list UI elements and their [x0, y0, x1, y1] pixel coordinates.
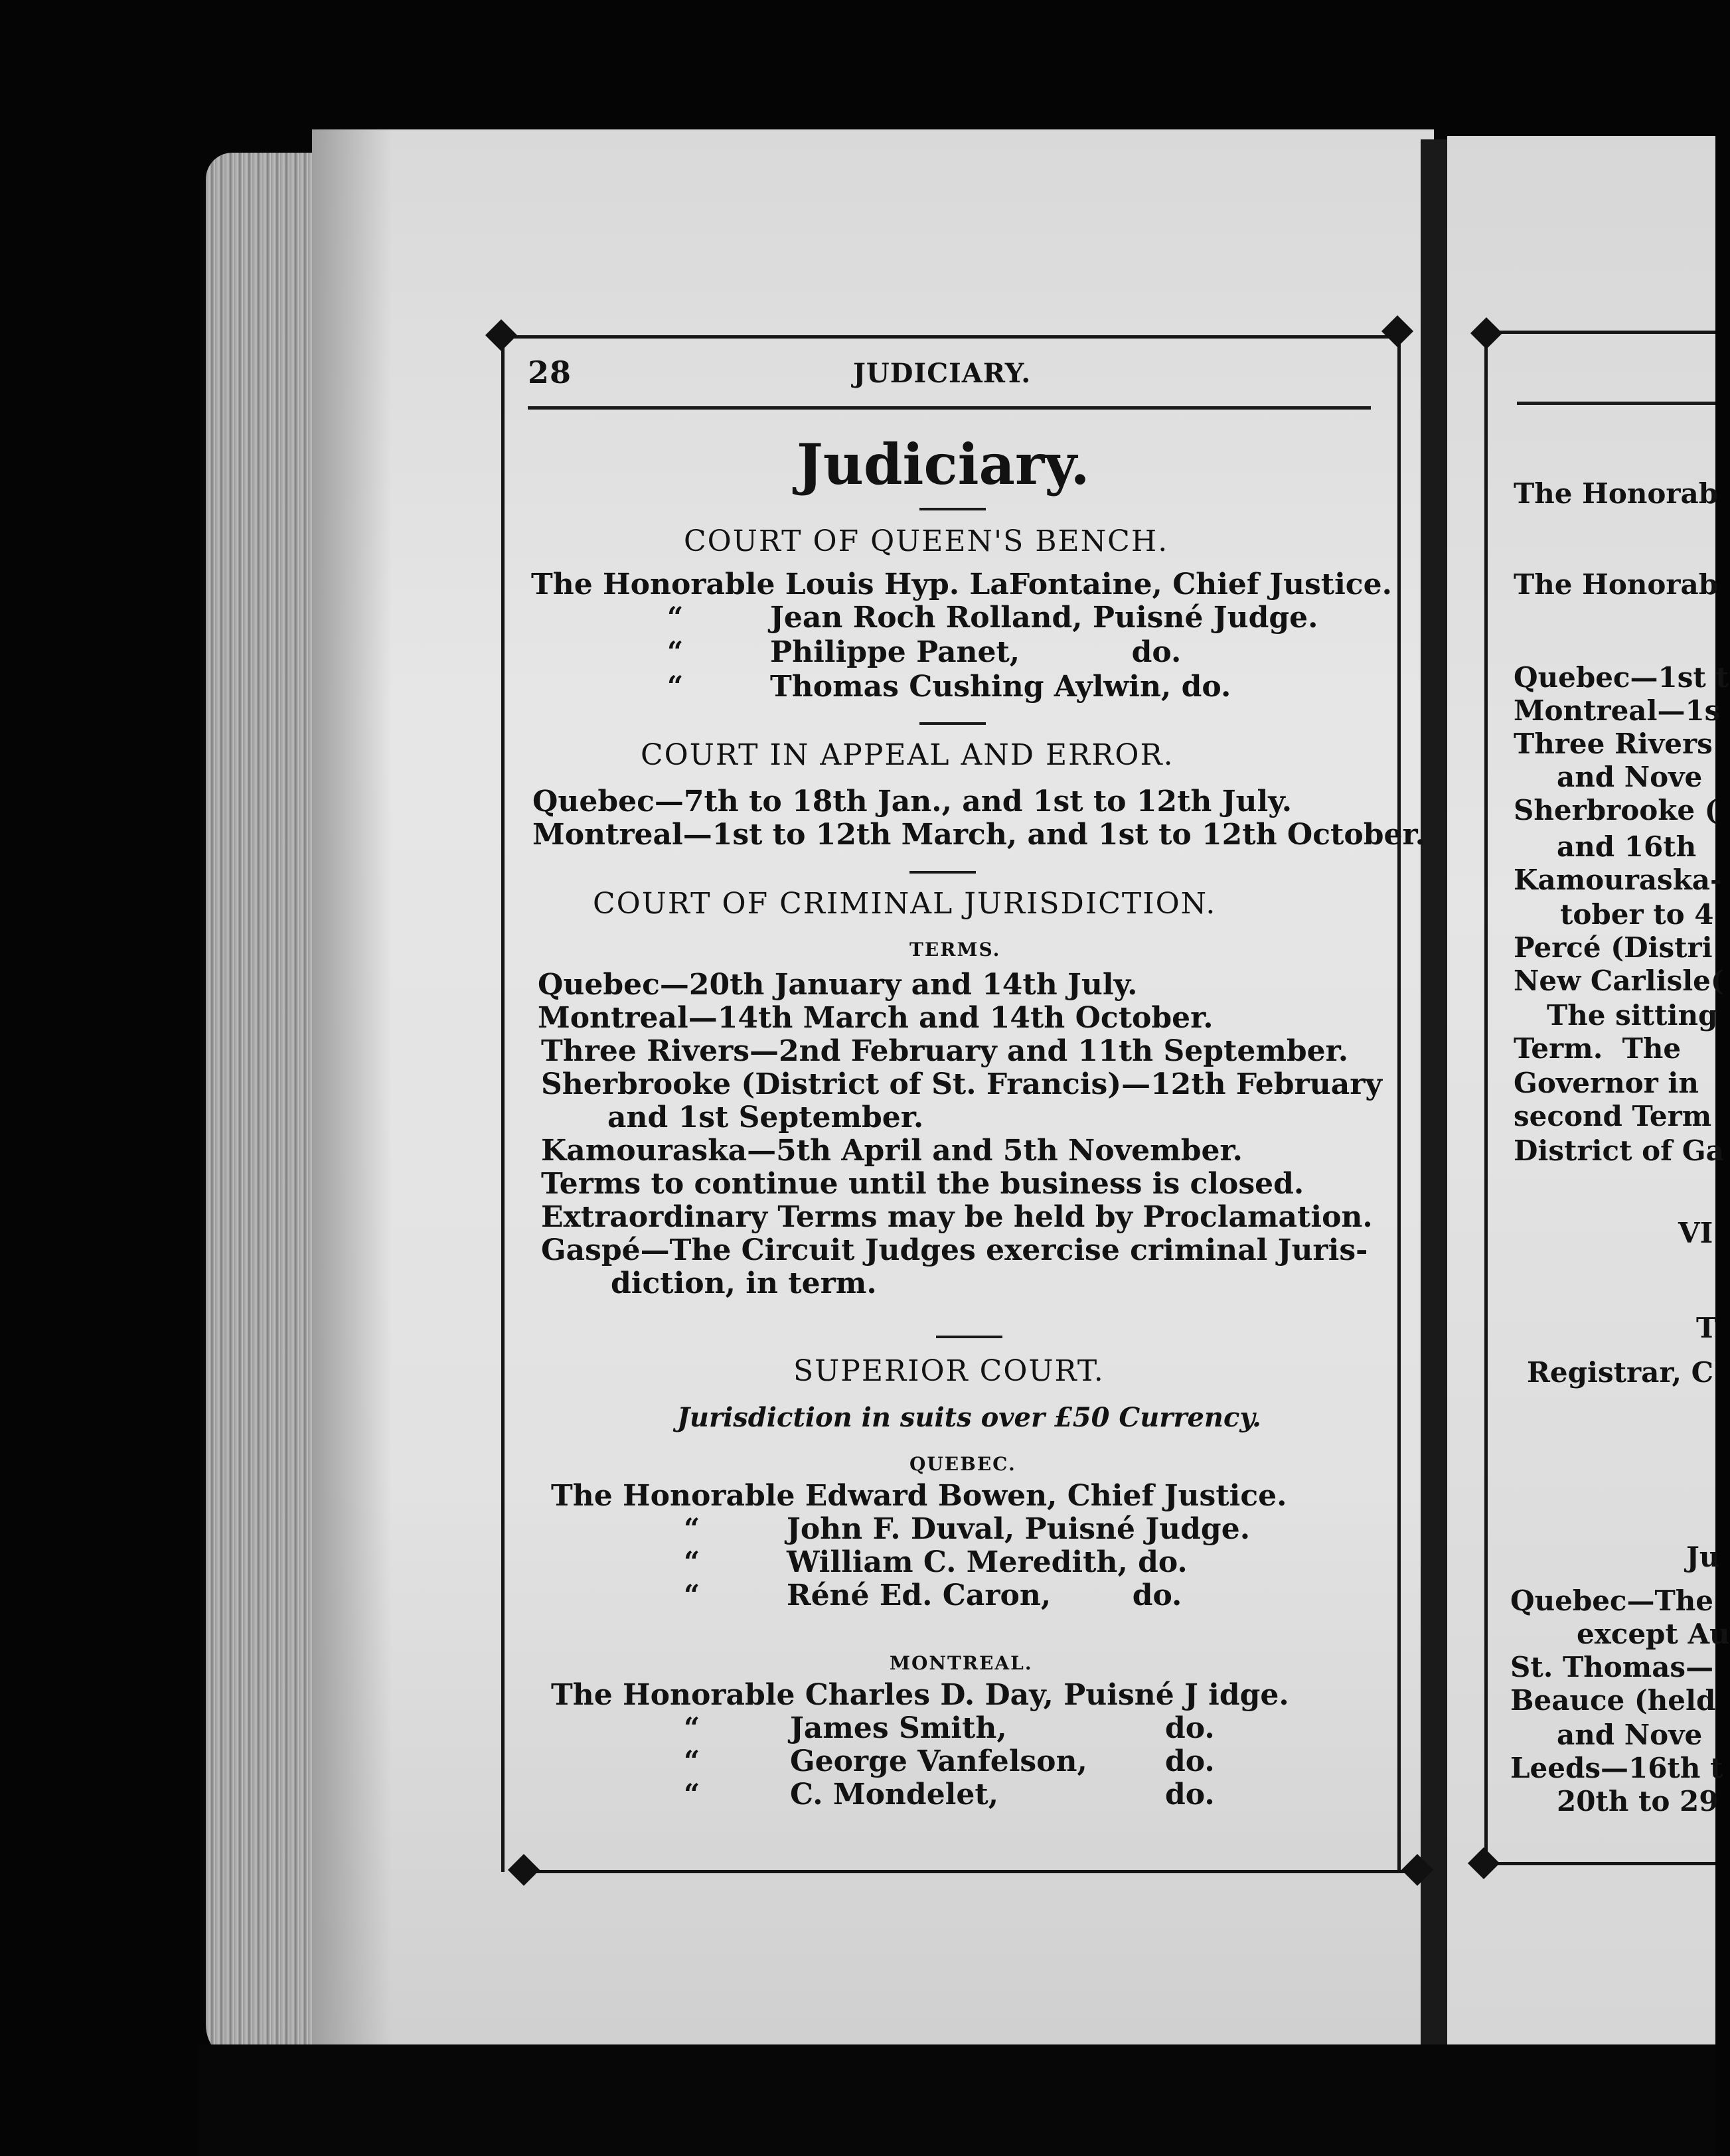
right-text-line: Three Rivers — [1514, 728, 1713, 760]
right-text-line: tober to 4 — [1560, 898, 1714, 931]
jurisdiction-note: Jurisdiction in suits over £50 Currency. — [677, 1402, 1261, 1433]
right-text-line: second Term — [1514, 1100, 1712, 1132]
right-text-line: New Carlisle( — [1514, 964, 1724, 997]
page-number: 28 — [528, 354, 572, 390]
text-line: Extraordinary Terms may be held by Proclamation. — [541, 1200, 1373, 1234]
right-text-line: and Nove — [1557, 761, 1703, 793]
section-heading-criminal: COURT OF CRIMINAL JURISDICTION. — [593, 887, 1217, 921]
subheading-terms: TERMS. — [909, 939, 1001, 961]
right-text-line: The sitting — [1547, 999, 1718, 1032]
text-line: and 1st September. — [607, 1101, 924, 1134]
page-title: Judiciary. — [797, 431, 1090, 497]
right-text-line: Kamouraska- — [1514, 864, 1722, 896]
text-line: William C. Meredith, do. — [787, 1545, 1188, 1579]
right-text-line: Registrar, C — [1527, 1356, 1714, 1389]
page-shade — [312, 129, 392, 2064]
right-text-line: Beauce (held — [1510, 1684, 1716, 1717]
section-rule — [909, 871, 976, 874]
section-heading-appeal: COURT IN APPEAL AND ERROR. — [641, 738, 1174, 772]
right-text-line: District of Ga — [1514, 1134, 1724, 1167]
book-gutter — [1421, 139, 1447, 2064]
right-text-line: except Au — [1577, 1618, 1730, 1650]
text-line: do. — [1165, 1711, 1215, 1745]
ditto-mark: “ — [667, 601, 684, 633]
text-line: Three Rivers—2nd February and 11th September. — [541, 1034, 1349, 1068]
text-line: do. — [1165, 1778, 1215, 1811]
text-line: Quebec—7th to 18th Jan., and 1st to 12th July. — [532, 785, 1293, 818]
text-line: Montreal—14th March and 14th October. — [538, 1001, 1214, 1035]
frame-top — [501, 335, 1397, 339]
right-text-line: Quebec—The — [1510, 1584, 1714, 1617]
text-line: Terms to continue until the business is closed. — [541, 1167, 1304, 1201]
text-line: do. — [1165, 1744, 1215, 1778]
text-line: Philippe Panet, do. — [770, 635, 1182, 669]
right-frame-left — [1484, 332, 1488, 1865]
bottom-shadow — [199, 2044, 1715, 2156]
frame-right — [1397, 335, 1401, 1872]
text-line: John F. Duval, Puisné Judge. — [787, 1512, 1251, 1546]
text-line: The Honorable Louis Hyp. LaFontaine, Chief Justice. — [531, 568, 1392, 601]
text-line: George Vanfelson, — [790, 1744, 1087, 1778]
right-text-line: Term. The — [1514, 1032, 1682, 1065]
ditto-mark: “ — [684, 1778, 700, 1810]
right-text-line: Quebec—1st t — [1514, 661, 1729, 694]
text-line: Montreal—1st to 12th March, and 1st to 12th October. — [532, 818, 1425, 852]
ditto-mark: “ — [684, 1512, 700, 1545]
ditto-mark: “ — [684, 1744, 700, 1777]
ditto-mark: “ — [667, 670, 684, 702]
section-heading-superior: SUPERIOR COURT. — [793, 1354, 1105, 1388]
subheading-quebec: QUEBEC. — [909, 1453, 1016, 1475]
right-text-line: VI — [1678, 1217, 1713, 1249]
text-line: diction, in term. — [611, 1267, 877, 1300]
text-line: The Honorable Charles D. Day, Puisné J idge. — [551, 1678, 1289, 1712]
text-line: Quebec—20th January and 14th July. — [538, 968, 1138, 1002]
text-line: Sherbrooke (District of St. Francis)—12th February — [541, 1067, 1382, 1101]
text-line: Thomas Cushing Aylwin, do. — [770, 670, 1231, 704]
text-line: James Smith, — [790, 1711, 1007, 1745]
title-rule — [919, 508, 986, 510]
right-text-line: Sherbrooke ( — [1514, 794, 1718, 826]
ditto-mark: “ — [684, 1711, 700, 1744]
text-line: The Honorable Edward Bowen, Chief Justice. — [551, 1479, 1287, 1513]
section-rule — [936, 1336, 1002, 1338]
right-text-line: T — [1696, 1312, 1717, 1344]
right-frame-bottom — [1484, 1862, 1715, 1865]
right-frame-top — [1487, 331, 1715, 334]
text-line: Réné Ed. Caron, do. — [787, 1579, 1182, 1612]
right-text-line: The Honorab — [1514, 477, 1719, 510]
subheading-montreal: MONTREAL. — [890, 1652, 1033, 1674]
right-text-line: Percé (Distri — [1514, 931, 1713, 964]
header-rule — [528, 406, 1371, 410]
right-text-line: St. Thomas— — [1510, 1651, 1714, 1683]
frame-bottom — [521, 1870, 1417, 1873]
section-rule — [919, 722, 986, 725]
running-head: JUDICIARY. — [853, 358, 1032, 389]
right-text-line: and Nove — [1557, 1719, 1703, 1751]
ditto-mark: “ — [684, 1579, 700, 1611]
text-line: Jean Roch Rolland, Puisné Judge. — [770, 601, 1318, 635]
text-line: Gaspé—The Circuit Judges exercise criminal Juris- — [541, 1233, 1368, 1267]
right-text-line: The Honorab — [1514, 568, 1719, 601]
frame-left — [501, 335, 505, 1872]
right-text-line: Montreal—1s — [1514, 694, 1721, 727]
text-line: C. Mondelet, — [790, 1778, 999, 1811]
text-line: Kamouraska—5th April and 5th November. — [541, 1134, 1243, 1168]
ditto-mark: “ — [684, 1545, 700, 1578]
section-heading-queens-bench: COURT OF QUEEN'S BENCH. — [684, 524, 1169, 558]
right-text-line: 20th to 29 — [1557, 1785, 1719, 1817]
right-text-line: and 16th — [1557, 830, 1697, 863]
ditto-mark: “ — [667, 635, 684, 668]
right-text-line: Ju — [1686, 1541, 1720, 1573]
right-text-line: Governor in — [1514, 1067, 1699, 1099]
right-header-rule — [1517, 402, 1715, 405]
right-text-line: Leeds—16th t — [1510, 1752, 1723, 1784]
